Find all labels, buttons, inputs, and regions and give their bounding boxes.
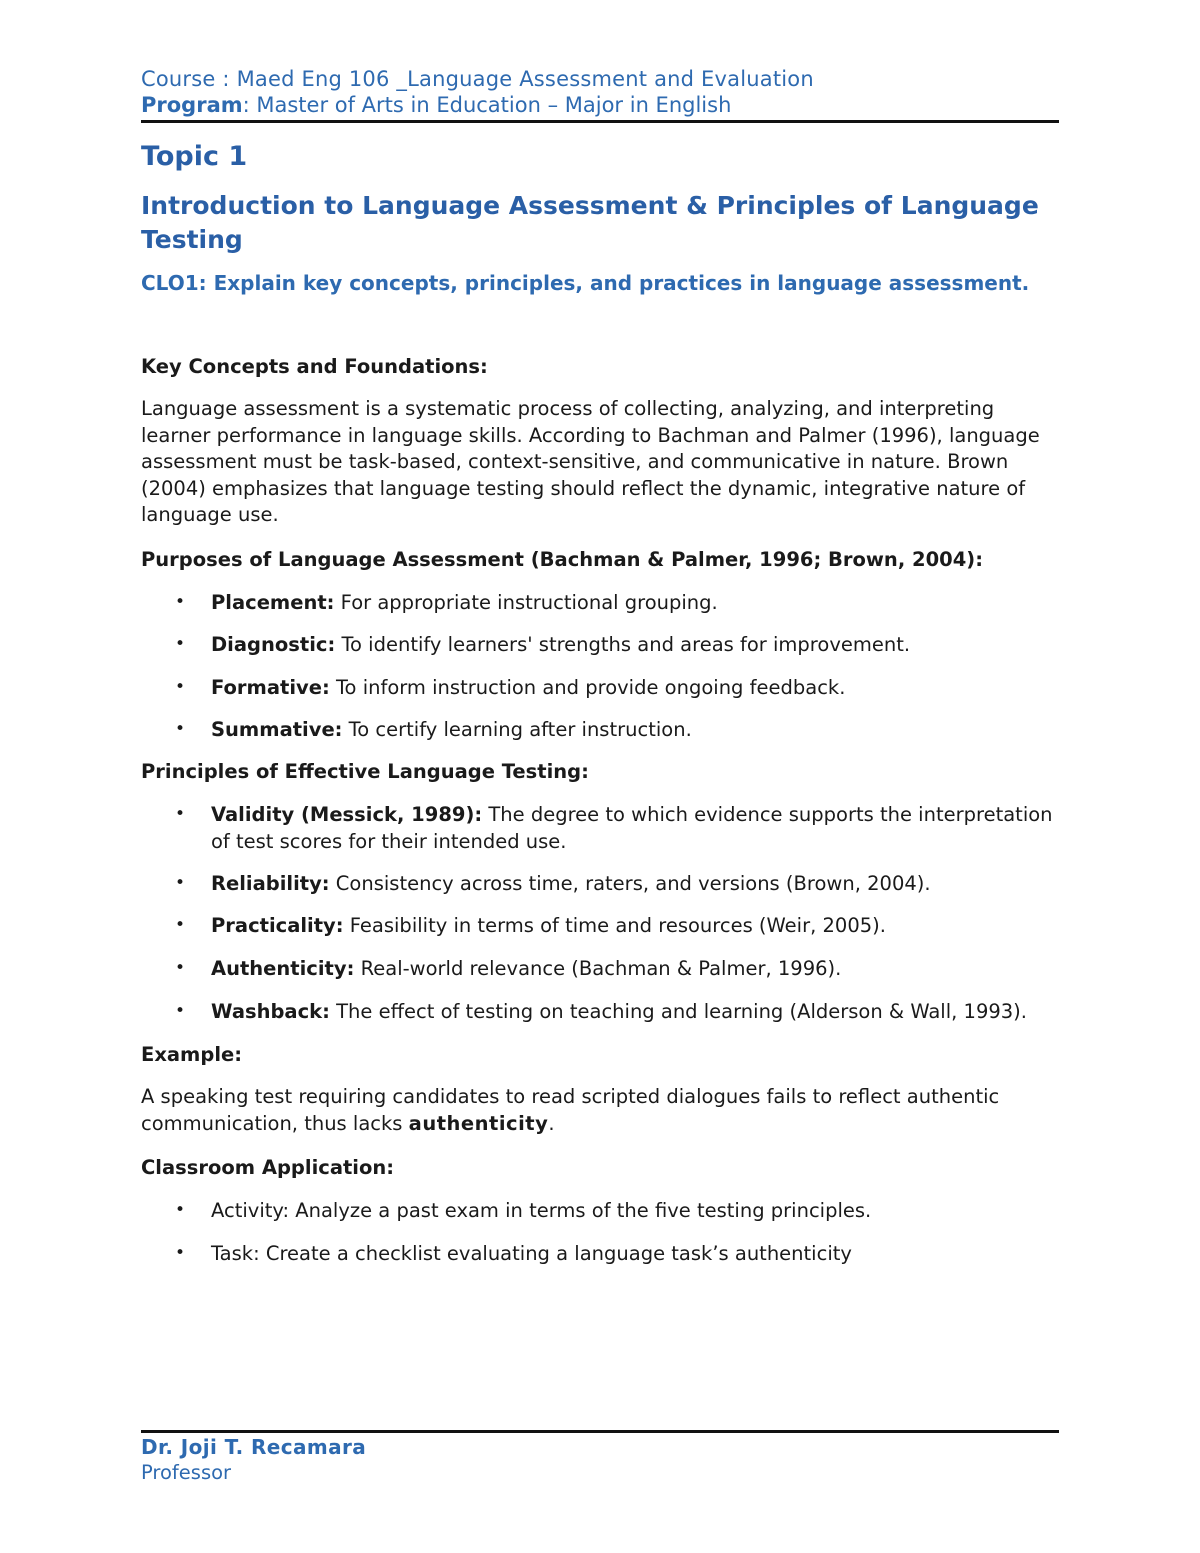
item-text: Activity: Analyze a past exam in terms of the five testing principles. xyxy=(211,1199,872,1223)
bullet-icon: • xyxy=(175,1200,186,1221)
page-title: Introduction to Language Assessment & Principles of Language Testing xyxy=(141,191,1039,254)
bullet-icon: • xyxy=(175,872,186,893)
item-term: Reliability: xyxy=(211,871,330,895)
author-role: Professor xyxy=(141,1461,232,1484)
item-term: Authenticity: xyxy=(211,956,355,980)
list-item xyxy=(141,589,1059,616)
item-term: Diagnostic: xyxy=(211,632,336,656)
list-item xyxy=(141,801,1059,855)
bullet-icon: • xyxy=(175,718,186,739)
bullet-icon: • xyxy=(175,633,186,654)
learning-outcome: CLO1: Explain key concepts, principles, and practices in language assessment. xyxy=(141,271,1030,295)
course-label: Course : xyxy=(141,67,230,91)
item-text: Feasibility in terms of time and resources (Weir, 2005). xyxy=(343,913,886,937)
author-name: Dr. Joji T. Recamara xyxy=(141,1435,367,1459)
program-value: : Master of Arts in Education – Major in English xyxy=(242,93,732,117)
classroom-list xyxy=(141,1197,1059,1267)
principles-list xyxy=(141,801,1059,1025)
item-term: Formative: xyxy=(211,675,330,699)
item-text: Task: Create a checklist evaluating a language task’s authenticity xyxy=(211,1242,852,1266)
purposes-heading: Purposes of Language Assessment (Bachman & Palmer, 1996; Brown, 2004): xyxy=(141,547,983,571)
item-term: Placement: xyxy=(211,590,335,614)
header-divider xyxy=(141,120,1059,123)
item-text: To inform instruction and provide ongoing feedback. xyxy=(329,675,846,699)
list-item xyxy=(141,1197,1059,1224)
list-item xyxy=(141,955,1059,982)
list-item xyxy=(141,998,1059,1025)
program-label: Program xyxy=(141,93,243,117)
item-text: The degree to which evidence supports the interpretation of test scores for their intended use. xyxy=(211,802,1053,853)
document-page xyxy=(141,66,1059,1267)
item-term: Practicality: xyxy=(211,913,344,937)
item-text: To identify learners' strengths and areas for improvement. xyxy=(335,632,911,656)
list-item xyxy=(141,870,1059,897)
classroom-heading: Classroom Application: xyxy=(141,1156,395,1180)
example-text xyxy=(141,1084,1059,1137)
principles-heading: Principles of Effective Language Testing: xyxy=(141,759,589,783)
key-concepts-text: Language assessment is a systematic process of collecting, analyzing, and interpreting learner performance in language skills. According to Bachman and Palmer (1996), language assessment must be task-based, context-sensitive, and communicative in nature. Brown (2004) emphasizes that language testing should reflect the dynamic, integrative nature of language use. xyxy=(141,397,1040,527)
item-term: Validity (Messick, 1989): xyxy=(211,802,483,826)
example-heading: Example: xyxy=(141,1042,243,1066)
footer-divider xyxy=(141,1430,1059,1433)
list-item xyxy=(141,631,1059,658)
page-footer xyxy=(141,1430,1059,1485)
bullet-icon: • xyxy=(175,914,186,935)
course-value: Maed Eng 106 _Language Assessment and Evaluation xyxy=(236,67,814,91)
purposes-list xyxy=(141,589,1059,743)
bullet-icon: • xyxy=(175,676,186,697)
example-text-end: . xyxy=(548,1111,555,1135)
course-line xyxy=(141,66,1059,92)
list-item xyxy=(141,1240,1059,1267)
item-term: Washback: xyxy=(211,999,330,1023)
list-item xyxy=(141,912,1059,939)
item-text: To certify learning after instruction. xyxy=(342,717,692,741)
bullet-icon: • xyxy=(175,957,186,978)
example-emphasis: authenticity xyxy=(408,1111,549,1135)
bullet-icon: • xyxy=(175,591,186,612)
bullet-icon: • xyxy=(175,1243,186,1264)
item-text: Real-world relevance (Bachman & Palmer, 1996). xyxy=(354,956,842,980)
program-line xyxy=(141,92,1059,118)
item-text: Consistency across time, raters, and versions (Brown, 2004). xyxy=(329,871,931,895)
bullet-icon: • xyxy=(175,803,186,824)
list-item xyxy=(141,674,1059,701)
item-term: Summative: xyxy=(211,717,343,741)
example-text-start: A speaking test requiring candidates to read scripted dialogues fails to reflect authentic communication, thus lacks xyxy=(141,1084,1000,1135)
list-item xyxy=(141,716,1059,743)
key-concepts-heading: Key Concepts and Foundations: xyxy=(141,355,488,378)
bullet-icon: • xyxy=(175,1000,186,1021)
item-text: The effect of testing on teaching and learning (Alderson & Wall, 1993). xyxy=(329,999,1027,1023)
item-text: For appropriate instructional grouping. xyxy=(334,590,718,614)
topic-heading: Topic 1 xyxy=(141,141,248,172)
